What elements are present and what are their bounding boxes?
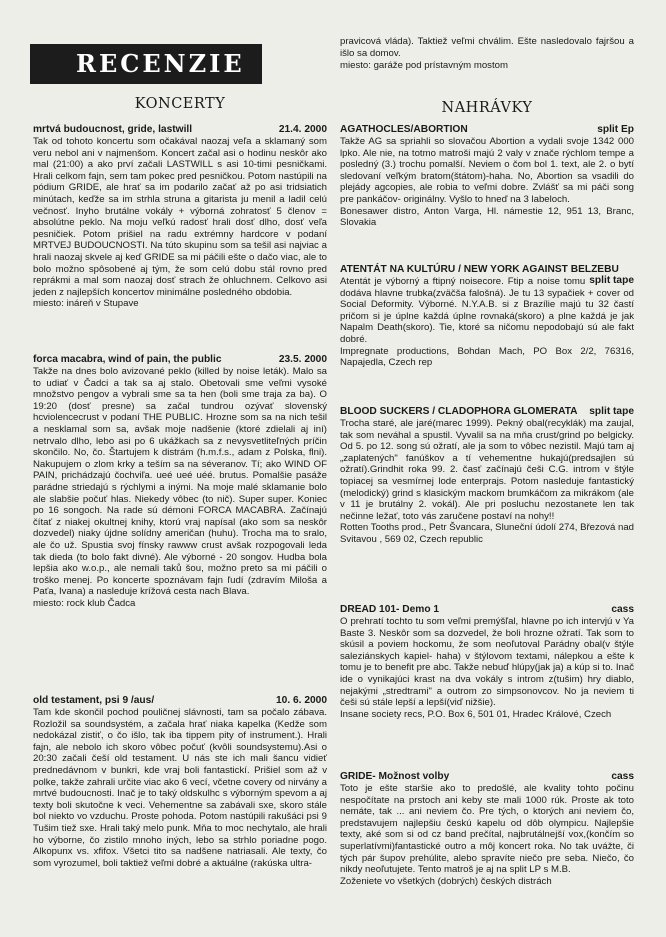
review-contact: Rotten Tooths prod., Petr Švancara, Sluneční údolí 274, Březová nad Svitavou , 569 02, Czech republic <box>340 522 634 545</box>
release-format: cass <box>611 604 634 615</box>
release-format: split tape <box>589 406 634 417</box>
review-header <box>33 354 327 365</box>
review-text: Atentát je výborný a ftipný noisecore. Ftip a noise tomu dodáva hlavne trubka(zväčša falošná). Je tu 13 sypačiek + cover od Social Deformity. Výborné. N.Y.A.B. si z Brazílie majú tu 32 častí pričom si je úplne každá úplne rovnaká(skoro) a plne každá je jak Napalm Death(skoro). Tie, ktoré sa ničomu nepodobajú sú ale fakt dobré. <box>340 276 634 345</box>
review-title: DREAD 101- Demo 1 <box>340 604 440 615</box>
concert-review <box>33 124 327 310</box>
review-title: ATENTÁT NA KULTÚRU / NEW YORK AGAINST BELZEBU <box>340 264 619 275</box>
review-date: 23.5. 2000 <box>278 354 327 365</box>
review-place: miesto: ináreň v Stupave <box>33 298 139 310</box>
review-header <box>33 124 327 135</box>
review-contact: Bonesawer distro, Anton Varga, Hl. námestie 12, 951 13, Branc, Slovakia <box>340 205 634 229</box>
review-place: miesto: rock klub Čadca <box>33 597 136 609</box>
review-text: Takže na dnes bolo avizované peklo (killed by noise leták). Malo sa to udiať v Čadci a tak sa aj stalo. Obetovali sme veľmi vysoké množstvo pengov a vybrali sme sa ta hen (boli sme traja za ba). O 19:20 (dosť presne) sa začal tundrou ozývať slovenský hcviolencecrust v podaní THE PUBLIC. Hrozne som sa na nich tešil a nesklamal som sa, avšak moje nadšenie (ktoré zdielali aj iní) netrvalo dlho, lebo asi po 6 ukážkach sa z nevysvetliteľných príčin skončilo. No, čo. Štartujem k distrám (h.m.f.s., adam z Polska, flni). Nakupujem o zlom krky a teším sa na séveranov. Tí; ako WIND OF PAIN, prichádzajú čochviľa. ueé ueé uéé. brutus. Pomalšie pasáže parádne striedajú s rýchlymi a inými. Na moje malé sklamanie bolo ale slabšie počuť hlas. Niekedy vôbec (to nič). Super super. Koniec po 16 songoch. Na rade sú démoni FORCA MACABRA. Začínajú čítať z niakej okultnej knihy, ktorú vraj napísal (ako som sa neskôr dozvedel) niaky újdne solídny američan (huhu). Trocha ma to sralo, ale čo už. Spustia svoj fínsky rawww crust avšak rozpogovali leda tak dieda (to bolo fakt divné). Ale výborné - 20 songov. Hudba bola lepšia ako w.o.p., ale nemali taků šou, možno preto sa mi páčili o troško menej. Po koncerte spoznávam fajn ľudí (zdravím Miloša a Paťa, Ivana) a nasleduje krížová cesta nach Blava. <box>33 366 327 598</box>
review-header <box>340 604 634 615</box>
review-text: Toto je ešte staršie ako to predošlé, ale kvality tohto počinu nespočítate na prstoch ani keby ste mali 1000 rúk. Proste ak toto nemáte, tak ... ani neviem čo. Pre tých, o ktorých ani neviem čo, predstavujem najlepšiu českú kapelu od dôb olympicu. Najlepšie texty, aké som si od cz band prečítal, najbrutálnejší vox,(končím so superlatívmi)fantastické outro a môj koncert roka. No tak uvážte, či tých pár šupov prehúlite, alebo spravíte niečo pre seba. Niečo, čo nikdy neoľutujete. Tento matroš je aj na split LP s M.B. <box>340 783 634 876</box>
review-title: old testament, psi 9 /aus/ <box>33 695 155 706</box>
review-header <box>340 124 634 135</box>
concerts-heading: KONCERTY <box>134 96 226 112</box>
review-title: mrtvá budoucnost, gride, lastwill <box>33 124 193 135</box>
release-format: cass <box>611 771 634 782</box>
review-contact: Zoženiete vo všetkých (dobrých) českých distrách <box>340 875 552 887</box>
review-header <box>33 695 327 706</box>
release-review <box>340 604 634 720</box>
review-title: forca macabra, wind of pain, the public <box>33 354 222 365</box>
review-title: AGATHOCLES/ABORTION <box>340 124 468 135</box>
review-contact: Insane society recs, P.O. Box 6, 501 01, Hradec Králové, Czech <box>340 708 612 720</box>
review-header <box>340 264 634 286</box>
review-text: Trocha staré, ale jaré(marec 1999). Pekný obal(recyklák) ma zaujal, tak som neváhal a spustil. Vyvalil sa na mňa crust/grind po belgicky. Od 5. po 12. song sú ožratí, ale ja som to vôbec nezistil. Majú tam aj „zaplatených" fanúškov a tí vehementne hukajú(predsajlen sú ožratí).Grindhit roka 99. 2. časť začínajú češi C.G. introm v štýle topiacej sa vesmírnej lode enterprajs. Potom nasleduje fantastický (melodický) grind s klasickým mackom brumkáčom za mikrákom (ale v 11 je brutálny 2. vokál). Ale pri posluchu nezostanete len tak nečinne ležať, toto vás zaručene postaví na nohy!! <box>340 418 634 522</box>
release-review <box>340 264 634 369</box>
concert-review <box>33 695 327 869</box>
release-review <box>340 124 634 229</box>
review-date: 21.4. 2000 <box>278 124 327 135</box>
releases-heading: NAHRÁVKY <box>441 100 533 116</box>
review-date: 10. 6. 2000 <box>276 695 327 706</box>
release-format: split tape <box>589 275 634 286</box>
review-place: miesto: garáže pod prístavným mostom <box>340 60 508 71</box>
release-format: split Ep <box>597 124 634 135</box>
concert-review <box>33 354 327 609</box>
review-banner <box>30 44 262 84</box>
review-contact: Impregnate productions, Bohdan Mach, PO Box 2/2, 76316, Napajedla, Czech rep <box>340 345 634 369</box>
review-text: Takže AG sa spriahli so slovačou Abortion a vydali svoje 1342 000 lpko. Ale nie, na totmo matroši majú 2 valy v znače rýchlom tempe a posledný (3.) trochu pomalší. Neviem o čom bol 1. text, ale 2. o bytí sledovaní veľkým bratom(štátom)-haha. No, Abortion sa vsadili do plejády agcopies, ale robia to veľmi dobre. Zvlášť sa mi páči song pre pankáčov- originálny. Vyšlo to hneď na 3 labeloch. <box>340 136 634 205</box>
review-text: O prehratí tochto tu som veľmi premýšľal, hlavne po ich intervjú v Ya Baste 3. Neskôr som sa dozvedel, že boli hrozne ožratí. Tak som to skúsil a poviem hockomu, že som neoľutoval Parádny obal(v štýle saleziánskych kapiel- haha) v štýlovom textami, nálepkou a ešte k tomu je to benefit pre abc. Takže nebuď hlúpy(jak ja) a kúp si to. Inač ide o vynikajúci krast na dva vokály s introm z(tušim) hry diablo, nejakými „stredtrami" a outrom zo simpsonovcov. No ja neviem ti češi sú stále lepší a lepší(viď nižšie). <box>340 616 634 709</box>
release-review <box>340 406 634 546</box>
review-title: GRIDE- Možnost volby <box>340 771 450 782</box>
banner-title: RECENZIE <box>76 49 245 78</box>
review-continuation: pravicová vláda). Taktiež veľmi chválim. Ešte nasledovalo fajršou a išlo sa domov. <box>340 36 634 59</box>
review-title: BLOOD SUCKERS / CLADOPHORA GLOMERATA <box>340 406 578 417</box>
review-header <box>340 406 634 417</box>
release-review <box>340 771 634 887</box>
review-text: Tam kde skončil pochod pouličnej slávnosti, tam sa počalo zábava. Rozložil sa soundsystém, a začala hrať niaka kapelka (Kedže som nedokázal zistiť, o čo išlo, tak iba tippem pity of instrument.). Hrali fajn, ale nebolo ich skoro vôbec počuť (kvôli soundsystemu).Asi o 20:30 začali češí old testament. U nás ste ich mali šancu vidieť prednedávnom v bunkri, kde vraj boli fantastickí. Prišiel som až v polke, takže zahrali určite viac ako 6 vecí, včetne covery od nirvány a mrtvé budoucnosti. Inač je to taký oldskulhc s výborným spevom a aj texty boli skutočne k veci. Vehementne sa zabávali sxe, skoro stále bol niekto vo vzduchu. Proste pohoda. Potom nastúpili rakušáci psi 9 Tušim tiež sxe. Hrali taký melo punk. Mňa to moc nechytalo, ale hrali ho výborne, čo zistilo mnoho iných, lebo sa strhlo poriadne pogo. Alkopunx vs. xfifox. Všetci tito sa nadšene natriasali. Ale texty, čo som vyrozumel, boli taktiež veľmi dobré a aktuálne (rakúska ultra- <box>33 707 327 869</box>
review-header <box>340 771 634 782</box>
review-text: Tak od tohoto koncertu som očakával naozaj veľa a sklamaný som veru nebol ani v najmenšom. Koncert začal asi o hodinu neskôr ako mal (21:00) a ako prví začali LASTWILL s asi 10-timi pesničkami. Hrali celkom fajn, sem tam pokec pred pesničkou. Potom nastúpili na pódium GRIDE, ale hrať sa im podarilo začať až po asi tridsiatich minútach, keďže sa im strhla struna a gitarista ju menil a ladil celú večnosť. Inyho brutálne vokály + výborná zohratosť 5 členov = absolútne peklo. Na moju veľkú radosť hrali dosť dlho, dosť veľa pesničiek. Potom prišiel na radu extrémny hardcore v podaní MRTVEJ BUDOUCNOSTI. Na túto skupinu som sa tešil asi najviac a hrali naozaj skvele aj keď GRIDE sa mi páčili ešte o dačo viac, ale to bolo možno spôsobené aj tým, že som celú dobu stál rovno pred reprákmi a mal som naozaj dosť strach že ohluchnem. Celkovo asi jeden z najlepších koncertov minimálne posledného obdobia. <box>33 136 327 298</box>
